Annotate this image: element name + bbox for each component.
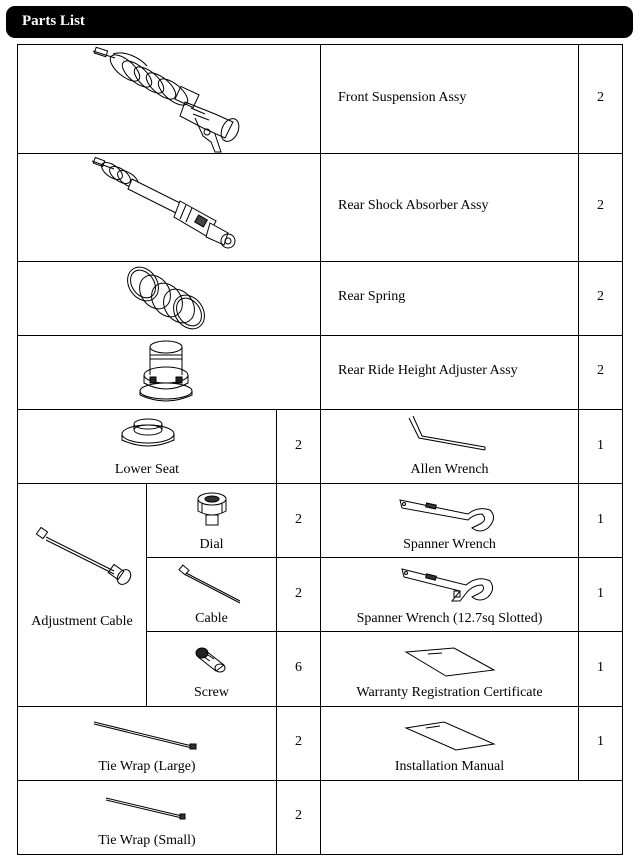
rear-ride-height-illustration [136, 339, 196, 405]
dial-qty: 2 [295, 512, 302, 527]
screw-qty: 6 [295, 660, 302, 675]
warranty-card-qty: 1 [597, 660, 604, 675]
warranty-card-label: Warranty Registration Certificate [356, 685, 543, 700]
cable-qty: 2 [295, 586, 302, 601]
dial-label: Dial [199, 537, 224, 552]
spanner-wrench-label: Spanner Wrench [403, 537, 496, 552]
lower-seat-illustration [120, 418, 176, 452]
front-suspension-illustration [85, 46, 245, 154]
adjustment-cable-cell [17, 483, 147, 707]
header-title: Parts List [22, 13, 85, 29]
cable-label: Cable [195, 611, 228, 626]
rear-spring-label: Rear Spring [338, 289, 406, 304]
rear-ride-height-qty: 2 [597, 363, 604, 378]
rear-shock-label: Rear Shock Absorber Assy [338, 198, 489, 213]
lower-seat-label: Lower Seat [114, 462, 180, 477]
tie-wrap-large-label: Tie Wrap (Large) [98, 759, 196, 774]
installation-manual-qty: 1 [597, 734, 604, 749]
tie-wrap-small-illustration [104, 796, 188, 822]
cable-illustration [178, 565, 244, 605]
tie-wrap-small-label: Tie Wrap (Small) [98, 833, 196, 848]
spanner-wrench-slotted-qty: 1 [597, 586, 604, 601]
installation-manual-label: Installation Manual [394, 759, 505, 774]
tie-wrap-large-illustration [92, 718, 200, 752]
adjustment-cable-illustration [36, 527, 132, 587]
front-suspension-qty: 2 [597, 90, 604, 105]
allen-wrench-label: Allen Wrench [410, 462, 489, 477]
front-suspension-label: Front Suspension Assy [338, 90, 467, 105]
rear-shock-qty: 2 [597, 198, 604, 213]
rear-ride-height-label: Rear Ride Height Adjuster Assy [338, 363, 518, 378]
tie-wrap-small-qty: 2 [295, 808, 302, 823]
adjustment-cable-label: Adjustment Cable [31, 614, 133, 629]
spanner-wrench-illustration [398, 496, 498, 536]
lower-seat-qty: 2 [295, 438, 302, 453]
screw-illustration [194, 645, 228, 675]
rear-spring-illustration [125, 264, 207, 332]
empty-cell [320, 780, 623, 855]
allen-wrench-illustration [405, 414, 491, 454]
installation-manual-illustration [404, 720, 496, 754]
dial-illustration [194, 491, 230, 529]
spanner-wrench-slotted-illustration [400, 565, 496, 607]
rear-shock-illustration [88, 157, 243, 257]
spanner-wrench-slotted-label: Spanner Wrench (12.7sq Slotted) [356, 611, 543, 626]
allen-wrench-qty: 1 [597, 438, 604, 453]
rear-spring-qty: 2 [597, 289, 604, 304]
warranty-card-illustration [404, 646, 496, 680]
screw-label: Screw [194, 685, 229, 700]
tie-wrap-large-qty: 2 [295, 734, 302, 749]
spanner-wrench-qty: 1 [597, 512, 604, 527]
